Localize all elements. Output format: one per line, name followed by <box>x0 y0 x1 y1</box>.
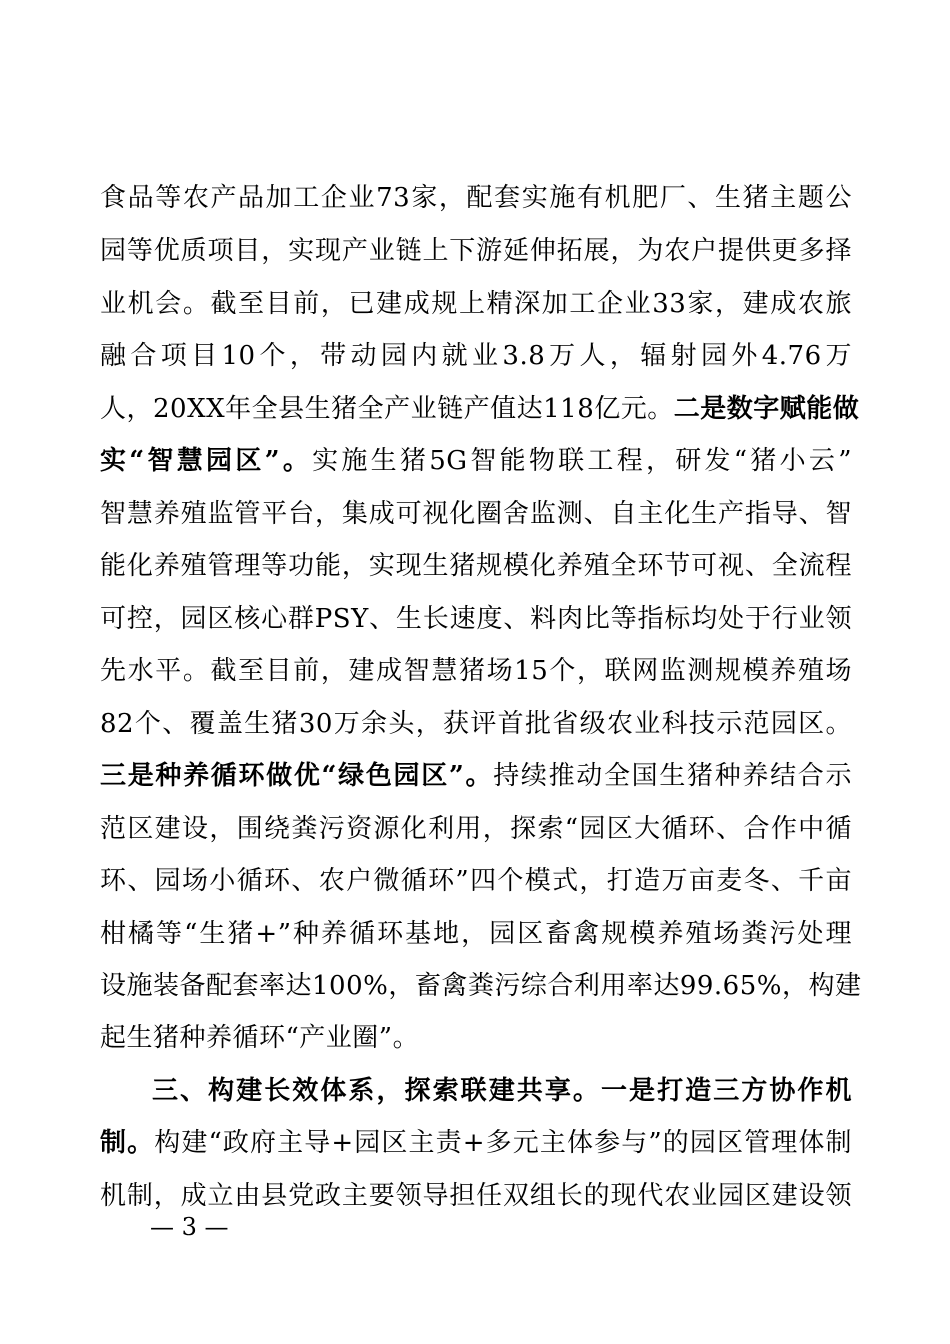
bold-heading-segment: 实“智慧园区”。 <box>100 446 313 476</box>
body-line-13 <box>100 809 852 849</box>
body-text-segment: 构建“政府主导+园区主责+多元主体参与”的园区管理体制 <box>154 1128 852 1158</box>
body-line-8 <box>100 546 852 586</box>
body-text-segment: 机制，成立由县党政主要领导担任双组长的现代农业园区建设领 <box>100 1181 852 1211</box>
body-text-segment: 持续推动全国生猪种养结合示 <box>493 761 852 791</box>
body-text-segment: 起生猪种养循环“产业圈”。 <box>100 1023 420 1053</box>
body-text-segment: 园等优质项目，实现产业链上下游延伸拓展，为农户提供更多择 <box>100 236 852 266</box>
body-text-segment: 智慧养殖监管平台，集成可视化圈舍监测、自主化生产指导、智 <box>100 499 852 529</box>
body-text-segment: 人，20XX年全县生猪全产业链产值达118亿元。 <box>100 394 674 424</box>
body-text-segment: 可控，园区核心群PSY、生长速度、料肉比等指标均处于行业领 <box>100 604 852 634</box>
body-line-6 <box>100 441 852 481</box>
bold-heading-segment: 二是数字赋能做 <box>673 394 860 424</box>
body-line-19 <box>100 1123 852 1163</box>
body-line-7 <box>100 494 852 534</box>
bold-heading-segment: 三是种养循环做优“绿色园区”。 <box>100 761 494 791</box>
body-line-20 <box>100 1176 852 1216</box>
body-line-18 <box>152 1071 852 1111</box>
body-text-segment: 能化养殖管理等功能，实现生猪规模化养殖全环节可视、全流程 <box>100 551 852 581</box>
body-text-segment: 实施生猪5G智能物联工程，研发“猪小云” <box>312 446 852 476</box>
body-text-segment: 柑橘等“生猪+”种养循环基地，园区畜禽规模养殖场粪污处理 <box>100 919 852 949</box>
body-line-10 <box>100 651 852 691</box>
body-text-segment: 先水平。截至目前，建成智慧猪场15个，联网监测规模养殖场 <box>100 656 852 686</box>
body-text-segment: 环、园场小循环、农户微循环”四个模式，打造万亩麦冬、千亩 <box>100 866 852 896</box>
body-line-16 <box>100 966 862 1006</box>
body-line-9 <box>100 599 852 639</box>
body-text-segment: 设施装备配套率达100%，畜禽粪污综合利用率达99.65%，构建 <box>100 971 862 1001</box>
body-line-17 <box>100 1018 852 1058</box>
body-line-5 <box>100 389 860 429</box>
bold-heading-segment: 制。 <box>100 1128 155 1158</box>
page-number: — 3 — <box>150 1213 229 1241</box>
body-text-segment: 融合项目10个，带动园内就业3.8万人，辐射园外4.76万 <box>100 341 852 371</box>
body-text-segment: 范区建设，围绕粪污资源化利用，探索“园区大循环、合作中循 <box>100 814 852 844</box>
body-line-4 <box>100 336 852 376</box>
body-text-segment: 业机会。截至目前，已建成规上精深加工企业33家，建成农旅 <box>100 289 852 319</box>
body-line-15 <box>100 914 852 954</box>
body-line-12 <box>100 756 852 796</box>
body-line-11 <box>100 704 852 744</box>
body-line-3 <box>100 284 852 324</box>
body-line-1 <box>100 178 852 218</box>
body-text-segment: 食品等农产品加工企业73家，配套实施有机肥厂、生猪主题公 <box>100 183 852 213</box>
body-text-segment: 82个、覆盖生猪30万余头，获评首批省级农业科技示范园区。 <box>100 709 852 739</box>
section-heading-segment: 三、构建长效体系，探索联建共享。一是打造三方协作机 <box>152 1076 852 1106</box>
body-line-14 <box>100 861 852 901</box>
body-line-2 <box>100 231 852 271</box>
